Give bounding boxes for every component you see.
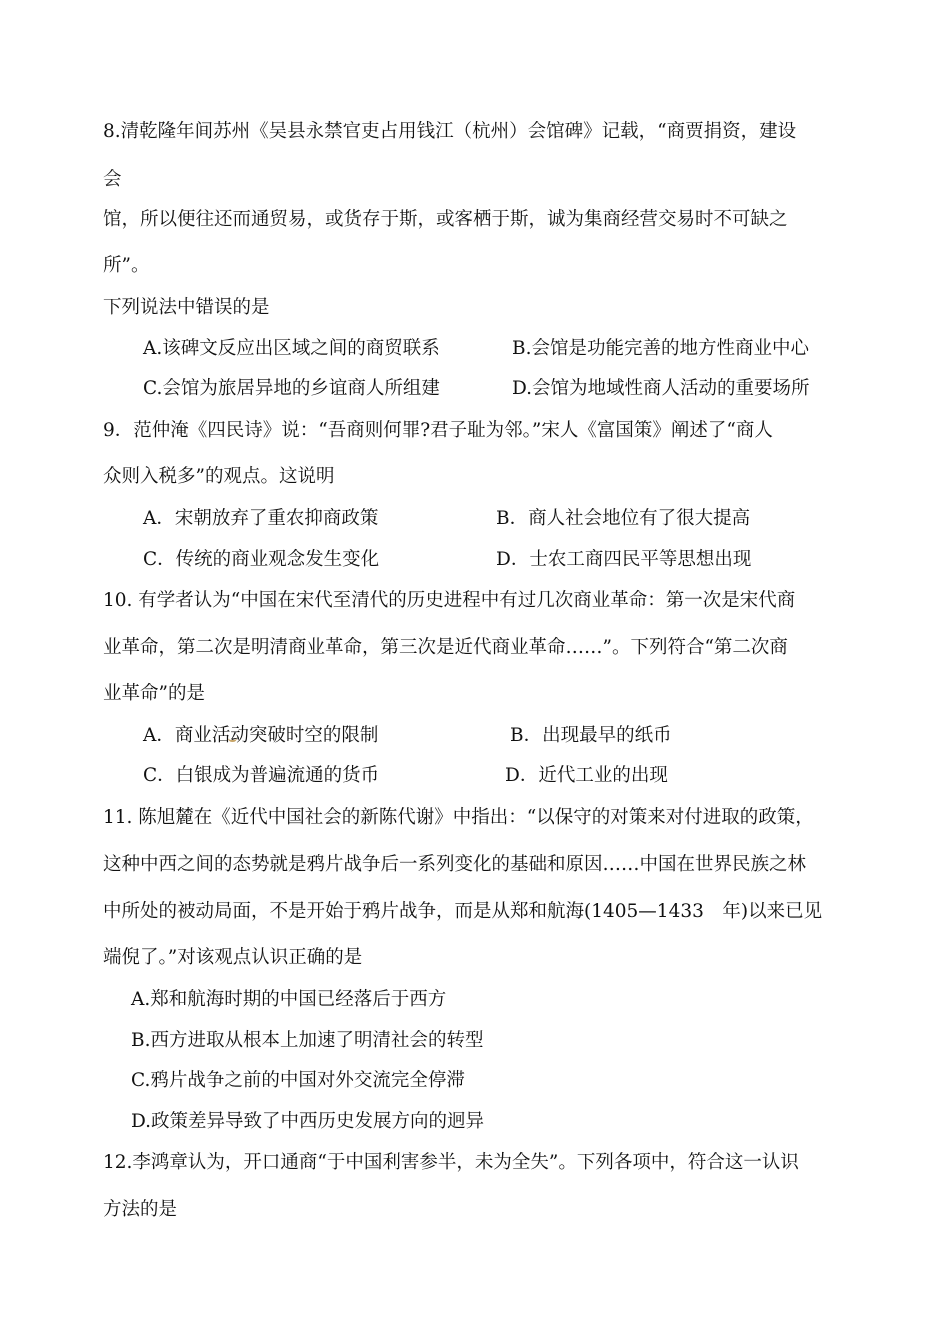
- question-9-option-d[interactable]: D．士农工商四民平等思想出现: [496, 549, 752, 570]
- question-8-option-b[interactable]: B.会馆是功能完善的地方性商业中心: [512, 338, 809, 359]
- question-8-option-d[interactable]: D.会馆为地域性商人活动的重要场所: [512, 378, 810, 399]
- question-11-stem-line-1: 11. 陈旭麓在《近代中国社会的新陈代谢》中指出：“以保守的对策来对付进取的政策，: [103, 807, 814, 828]
- question-9-option-b[interactable]: B．商人社会地位有了很大提高: [496, 508, 751, 529]
- question-9-option-c[interactable]: C．传统的商业观念发生变化: [143, 549, 380, 570]
- question-10-option-a[interactable]: A．商业活动突破时空的限制: [143, 725, 379, 746]
- question-8-stem-line-1: 8.清乾隆年间苏州《吴县永禁官吏占用钱江（杭州）会馆碑》记载，“商贾捐资，建设: [103, 121, 797, 142]
- question-10-option-c[interactable]: C．白银成为普遍流通的货币: [143, 765, 380, 786]
- question-9-option-a[interactable]: A．宋朝放弃了重农抑商政策: [143, 508, 379, 529]
- question-10-stem-line-1: 10. 有学者认为“中国在宋代至清代的历史进程中有过几次商业革命：第一次是宋代商: [103, 590, 796, 611]
- question-8-option-c[interactable]: C.会馆为旅居异地的乡谊商人所组建: [143, 378, 440, 399]
- question-9-stem-line-1: 9．范仲淹《四民诗》说：“吾商则何罪?君子耻为邻。”宋人《富国策》阐述了“商人: [103, 420, 773, 441]
- question-11-option-c[interactable]: C.鸦片战争之前的中国对外交流完全停滞: [131, 1070, 465, 1091]
- question-10-stem-line-2: 业革命，第二次是明清商业革命，第三次是近代商业革命……”。下列符合“第二次商: [103, 637, 788, 658]
- question-12-stem-line-2: 方法的是: [103, 1199, 178, 1220]
- question-10-option-d[interactable]: D．近代工业的出现: [505, 765, 668, 786]
- question-11-option-b[interactable]: B.西方进取从根本上加速了明清社会的转型: [131, 1030, 484, 1051]
- question-10-stem-line-3: 业革命”的是: [103, 683, 205, 704]
- question-11-stem-line-2: 这种中西之间的态势就是鸦片战争后一系列变化的基础和原因……中国在世界民族之林: [103, 854, 807, 875]
- question-11-stem-line-4: 端倪了。”对该观点认识正确的是: [103, 947, 363, 968]
- question-8-stem-line-4: 所”。: [103, 255, 150, 276]
- question-10-option-b[interactable]: B．出现最早的纸币: [510, 725, 672, 746]
- question-8-option-a[interactable]: A.该碑文反应出区域之间的商贸联系: [143, 338, 440, 359]
- question-8-prompt: 下列说法中错误的是: [103, 297, 270, 318]
- question-8-stem-line-3: 馆，所以便往还而通贸易，或货存于斯，或客栖于斯，诚为集商经营交易时不可缺之: [103, 209, 788, 230]
- question-11-stem-line-3: 中所处的被动局面，不是开始于鸦片战争，而是从郑和航海(1405—1433 年)以来已见: [103, 901, 823, 922]
- question-11-option-d[interactable]: D.政策差异导致了中西历史发展方向的迥异: [131, 1111, 485, 1132]
- question-11-option-a[interactable]: A.郑和航海时期的中国已经落后于西方: [131, 989, 447, 1010]
- question-9-stem-line-2: 众则入税多”的观点。这说明: [103, 466, 335, 487]
- question-12-stem-line-1: 12.李鸿章认为，开口通商“于中国利害参半，未为全失”。下列各项中，符合这一认识: [103, 1152, 799, 1173]
- question-8-stem-line-2: 会: [103, 169, 122, 190]
